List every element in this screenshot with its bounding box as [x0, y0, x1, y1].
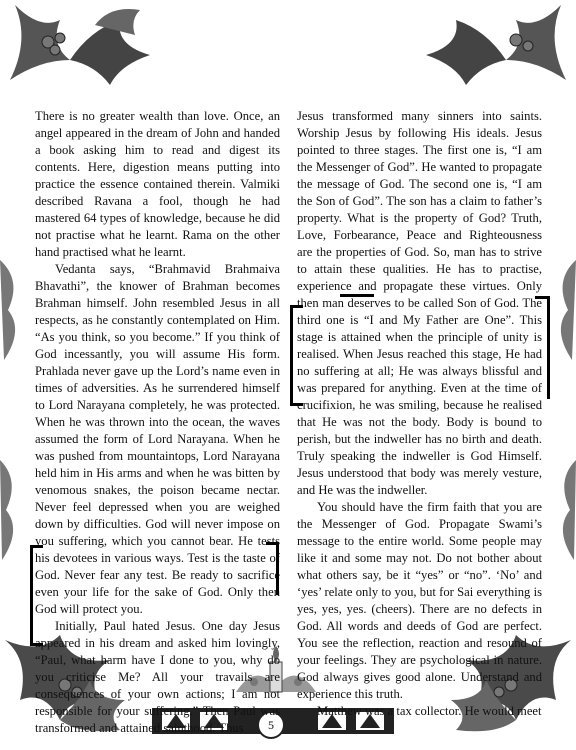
paragraph: You should have the firm faith that you are the Messenger of God. Propagate Swami’s message to the entire world. Some people may like it and some may not. Do not bother about what others say, be it “yes” or “no”. ‘No’ and ‘yes’ relate only to you, but for Sai everything is yes, yes, yes. (cheers). There are no defects in God. All words and deeds of God are perfect. You see the reflection, reaction and resound of your feelings. They are psychological in nature. God always gives good alone. Understand and experience this truth. [297, 500, 542, 701]
paragraph: Matthew was a tax collector. He would meet [317, 704, 542, 718]
paragraph: Jesus transformed many sinners into saints. Worship Jesus by following His ideals. Jesus pointed to three stages. The first one is, “I am the Messenger of God”. He wanted to propagate the message of God. The second one is, “I am the Son of God”. The son has a claim to father’s property. What is the property of God? Truth, Love, Forbearance, Peace and Righteousness are the properties of God. So, man has to strive to attain these qualities. He has to practise, experience and propagate these virtues. Only then man deserves to be called Son of God. The third one is “I and My Father are One”. This stage is attained when the principle of unity is realised. When Jesus reached this stage, He had no suffering at all; He was always blissful and was prepared for anything. Even at the time of crucifixion, he was smiling, because he realised that He was not the body. Body is bound to perish, but the indweller has no birth and death. Truly speaking the indweller is God Himself. Jesus understood that body was merely vesture, and He was the indweller. [297, 109, 542, 497]
paragraph: Initially, Paul hated Jesus. One day Jesus appeared in his dream and asked him lovingly, “Paul, what harm have I done to you, why do you criticise Me? All your travails are consequences of your own actions; I am not responsible for your suffering.” Then Paul was transformed and attained sainthood. Thus [35, 619, 280, 735]
holly-icon [0, 0, 180, 110]
left-column [35, 108, 280, 737]
paragraph: Vedanta says, “Brahmavid Brahmaiva Bhavathi”, the knower of Brahman becomes Brahman himself. John resembled Jesus in all respects, as he constantly contemplated on Him. “As you think, so you become.” If you think of God incessantly, you will assume His form. Prahlada never gave up the Lord’s name even in times of adversities. As he surrendered himself to Lord Narayana completely, he was protected. When he was thrown into the ocean, the waves assumed the form of Lord Narayana. When he was pushed from mountaintops, Lord Narayana held him in His arms and when he was bitten by venomous snakes, the poison became nectar. Never feel depressed when you are weighed down by difficulties. God will never impose on you suffering, which you cannot bear. He tests his devotees in various ways. Test is the taste of God. Never fear any test. Be ready to sacrifice even your life for the sake of God. Only then God will protect you. [35, 262, 280, 616]
bracket-mark [30, 545, 43, 646]
bracket-mark [290, 305, 303, 406]
bracket-mark [266, 542, 279, 595]
holly-icon [396, 0, 576, 110]
paragraph: There is no greater wealth than love. Once, an angel appeared in the dream of John and handed a book asking him to read and digest its contents. Here, digestion means putting into practice the essence contained therein. Valmiki described Ravana a fool, though he had mastered 64 types of knowledge, because he did not practise what he learnt. Rama on the other hand practised what he learnt. [35, 109, 280, 259]
bracket-mark [535, 296, 550, 399]
holly-icon [550, 250, 576, 570]
right-column [297, 108, 542, 720]
holly-icon [0, 250, 26, 570]
underline-mark [340, 294, 374, 297]
page-number: 5 [257, 711, 285, 739]
